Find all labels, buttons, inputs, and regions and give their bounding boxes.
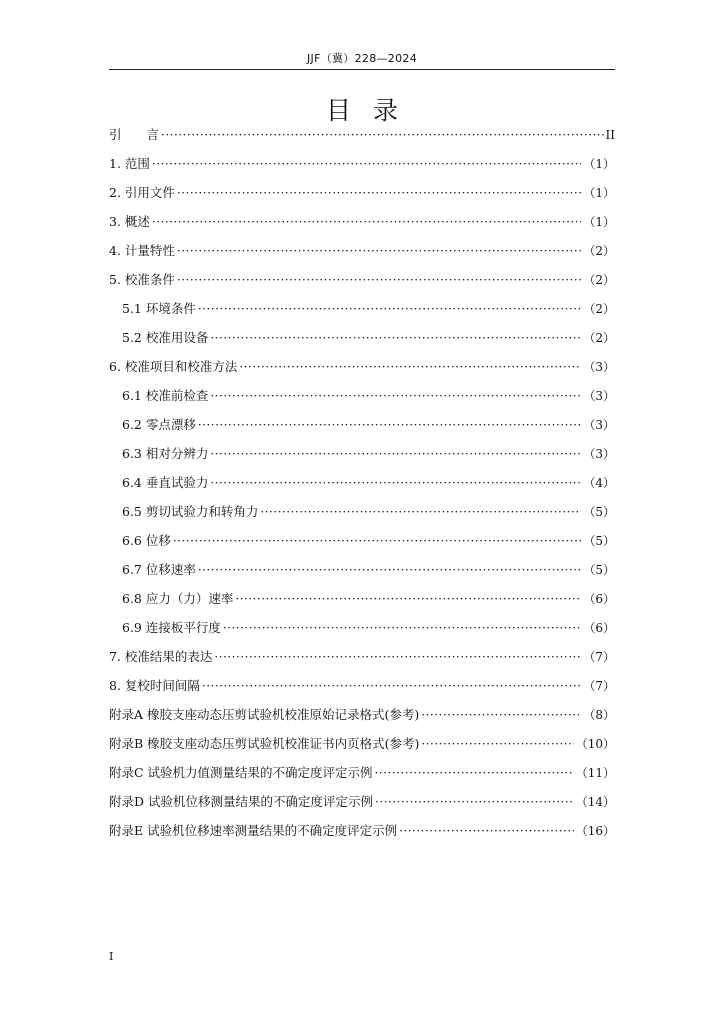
toc-entry[interactable] [109, 443, 615, 472]
toc-entry-page: （10） [575, 737, 615, 751]
toc-entry-page: （7） [583, 679, 615, 693]
toc-dot-leader [152, 211, 581, 233]
toc-entry-page: （5） [583, 505, 615, 519]
toc-dot-leader [260, 501, 581, 523]
toc-entry[interactable] [109, 501, 615, 530]
toc-dot-leader [177, 269, 581, 291]
toc-entry-label: 附录E 试验机位移速率测量结果的不确定度评定示例 [109, 823, 398, 838]
toc-entry[interactable] [109, 298, 615, 327]
toc-entry-label: 6.4 垂直试验力 [122, 475, 209, 490]
toc-dot-leader [198, 559, 582, 581]
toc-entry-label: 3. 概述 [109, 214, 150, 229]
toc-entry-label: 6.2 零点漂移 [122, 417, 196, 432]
toc-entry-label: 附录A 橡胶支座动态压剪试验机校准原始记录格式(参考) [109, 707, 420, 722]
toc-entry[interactable] [109, 153, 615, 182]
toc-entry-page: （2） [583, 273, 615, 287]
toc-entry-page: （2） [583, 331, 615, 345]
toc-entry-page: （3） [583, 360, 615, 374]
toc-entry[interactable] [109, 269, 615, 298]
toc-dot-leader [198, 414, 582, 436]
toc-entry-label: 附录B 橡胶支座动态压剪试验机校准证书内页格式(参考) [109, 736, 420, 751]
toc-entry[interactable] [109, 588, 615, 617]
toc-entry[interactable] [109, 327, 615, 356]
toc-dot-leader [152, 153, 581, 175]
toc-entry-label: 6.3 相对分辨力 [122, 446, 209, 461]
toc-entry[interactable] [109, 646, 615, 675]
toc-entry-page: （3） [583, 447, 615, 461]
toc-dot-leader [421, 733, 573, 755]
toc-entry-label: 4. 计量特性 [109, 243, 175, 258]
toc-entry[interactable] [109, 414, 615, 443]
toc-dot-leader [173, 530, 582, 552]
toc-entry-label: 1. 范围 [109, 156, 150, 171]
toc-entry-page: （1） [583, 186, 615, 200]
toc-entry-page: （6） [583, 592, 615, 606]
document-code-header: JJF（冀）228—2024 [306, 52, 417, 65]
toc-dot-leader [399, 820, 574, 842]
toc-entry-label: 6.8 应力（力）速率 [122, 591, 234, 606]
toc-dot-leader [239, 356, 581, 378]
toc-entry-label: 6.1 校准前检查 [122, 388, 209, 403]
toc-entry-page: （8） [583, 708, 615, 722]
page-number: I [109, 950, 114, 963]
toc-entry-page: （1） [583, 215, 615, 229]
toc-dot-leader [210, 327, 581, 349]
toc-dot-leader [161, 124, 604, 146]
toc-entry-label: 6.6 位移 [122, 533, 171, 548]
toc-entry-page: （14） [575, 795, 615, 809]
header-rule [109, 69, 615, 70]
toc-dot-leader [375, 791, 574, 813]
toc-entry-label: 附录C 试验机力值测量结果的不确定度评定示例 [109, 765, 373, 780]
toc-entry[interactable] [109, 472, 615, 501]
toc-dot-leader [210, 385, 581, 407]
toc-entry[interactable] [109, 182, 615, 211]
toc-entry-label: 引 言 [109, 127, 160, 142]
toc-entry-page: （16） [575, 824, 615, 838]
toc-entry-label: 6.7 位移速率 [122, 562, 196, 577]
toc-entry-page: （2） [583, 244, 615, 258]
toc-entry[interactable] [109, 240, 615, 269]
toc-dot-leader [177, 240, 581, 262]
toc-entry-page: （4） [583, 476, 615, 490]
toc-dot-leader [198, 298, 582, 320]
toc-entry-label: 8. 复校时间间隔 [109, 678, 200, 693]
toc-entry-page: （11） [575, 766, 615, 780]
toc-entry[interactable] [109, 762, 615, 791]
toc-entry[interactable] [109, 385, 615, 414]
toc-entry[interactable] [109, 791, 615, 820]
toc-entry[interactable] [109, 704, 615, 733]
toc-dot-leader [210, 443, 581, 465]
toc-entry-label: 6.5 剪切试验力和转角力 [122, 504, 259, 519]
toc-entry-label: 6.9 连接板平行度 [122, 620, 221, 635]
toc-dot-leader [202, 675, 581, 697]
toc-entry-page: （1） [583, 157, 615, 171]
toc-entry[interactable] [109, 559, 615, 588]
toc-entry-label: 5.2 校准用设备 [122, 330, 209, 345]
toc-entry-label: 附录D 试验机位移测量结果的不确定度评定示例 [109, 794, 373, 809]
toc-entry[interactable] [109, 530, 615, 559]
toc-entry-label: 6. 校准项目和校准方法 [109, 359, 238, 374]
toc-dot-leader [235, 588, 581, 610]
toc-entry-page: （7） [583, 650, 615, 664]
toc-entry[interactable] [109, 211, 615, 240]
page-title: 目录 [325, 96, 420, 125]
toc-entry-label: 5.1 环境条件 [122, 301, 196, 316]
toc-entry-page: （2） [583, 302, 615, 316]
toc-dot-leader [210, 472, 581, 494]
toc-entry-page: II [605, 128, 615, 142]
toc-entry-label: 7. 校准结果的表达 [109, 649, 213, 664]
toc-entry-page: （5） [583, 563, 615, 577]
toc-entry-page: （3） [583, 418, 615, 432]
toc-entry-page: （3） [583, 389, 615, 403]
toc-dot-leader [177, 182, 581, 204]
toc-entry[interactable] [109, 820, 615, 849]
toc-entry[interactable] [109, 733, 615, 762]
toc-dot-leader [214, 646, 581, 668]
toc-dot-leader [375, 762, 574, 784]
toc-entry-label: 5. 校准条件 [109, 272, 175, 287]
table-of-contents [109, 124, 615, 849]
toc-entry[interactable] [109, 675, 615, 704]
toc-dot-leader [223, 617, 582, 639]
toc-entry[interactable] [109, 124, 615, 153]
toc-dot-leader [421, 704, 581, 726]
toc-entry[interactable] [109, 617, 615, 646]
toc-entry-label: 2. 引用文件 [109, 185, 175, 200]
toc-entry-page: （6） [583, 621, 615, 635]
toc-entry[interactable] [109, 356, 615, 385]
toc-entry-page: （5） [583, 534, 615, 548]
